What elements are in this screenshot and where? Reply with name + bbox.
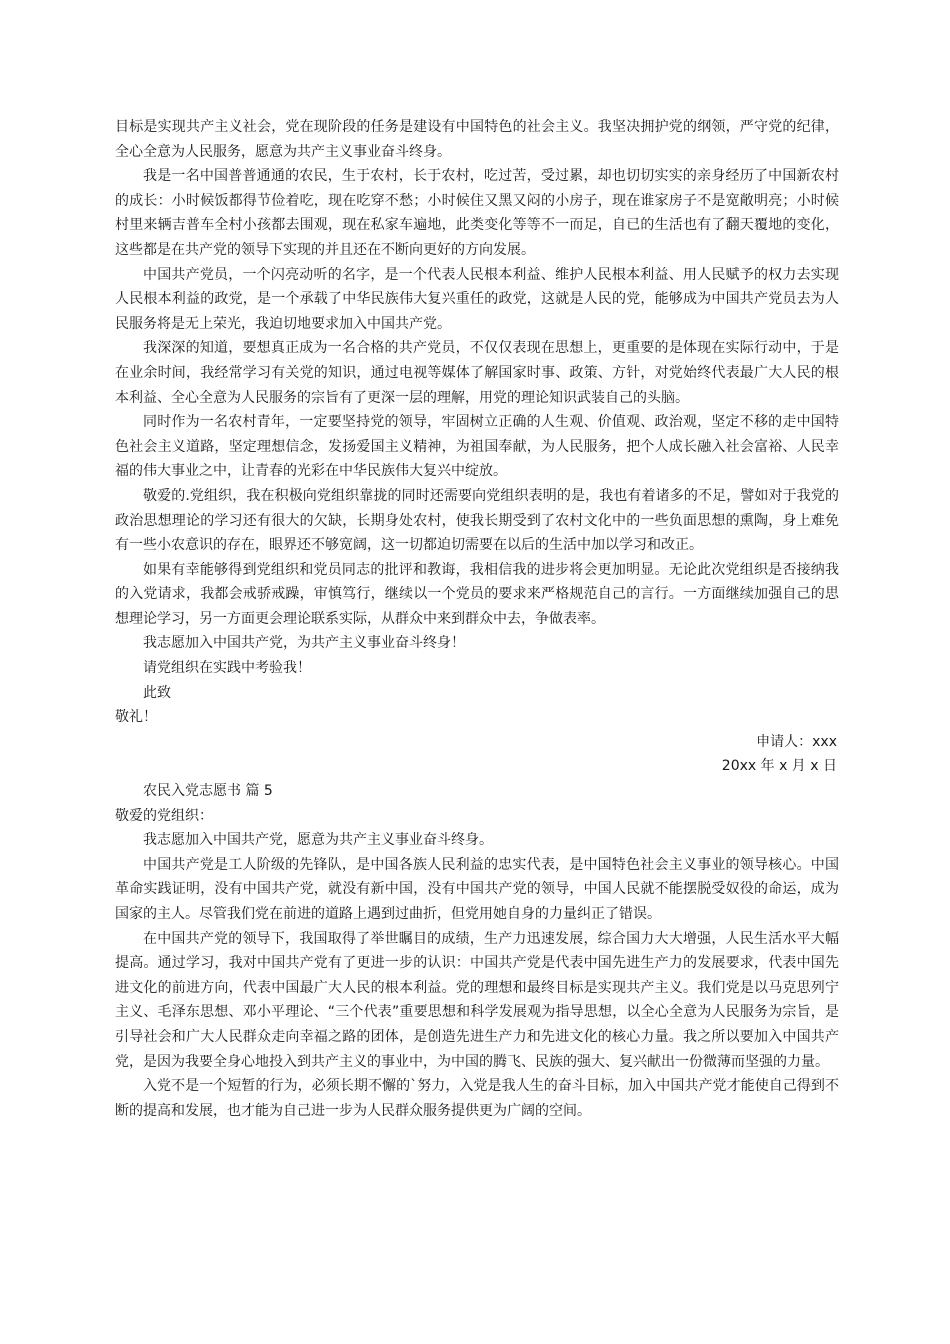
body-paragraph: 目标是实现共产主义社会，党在现阶段的任务是建设有中国特色的社会主义。我坚决拥护党的纲领，严守党的纪律，全心全意为人民服务，愿意为共产主义事业奋斗终身。: [115, 119, 839, 160]
body-paragraph: 敬爱的.党组织，我在积极向党组织靠拢的同时还需要向党组织表明的是，我也有着诸多的不足，譬如对于我党的政治思想理论的学习还有很大的欠缺，长期身处农村，使我长期受到了农村文化中的一些负面思想的熏陶，身上难免有一些小农意识的存在，眼界还不够宽阔，这一切都迫切需要在以后的生活中加以学习和改正。: [115, 487, 839, 554]
body-paragraph: 如果有幸能够得到党组织和党员同志的批评和教诲，我相信我的进步将会更加明显。无论此次党组织是否接纳我的入党请求，我都会戒骄戒躁，审慎笃行，继续以一个党员的要求来严格规范自己的言行。一方面继续加强自己的思想理论学习，另一方面更会理论联系实际，从群众中来到群众中去，争做表率。: [115, 561, 839, 627]
document-body: [115, 115, 839, 1123]
pledge-line: 我志愿加入中国共产党，为共产主义事业奋斗终身！: [143, 635, 465, 652]
body-paragraph: 在中国共产党的领导下，我国取得了举世瞩目的成绩，生产力迅速发展，综合国力大大增强，人民生活水平大幅提高。通过学习，我对中国共产党有了更进一步的认识：中国共产党是代表中国先进生产力的发展要求，代表中国先进文化的前进方向，代表中国最广大人民的根本利益。党的理想和最终目标是实现共产主义。我们党是以马克思列宁主义、毛泽东思想、邓小平理论、“三个代表”重要思想和科学发展观为指导思想，以全心全意为人民服务为宗旨，是引导社会和广大人民群众走向幸福之路的团体，是创造先进生产力和先进文化的核心力量。我之所以要加入中国共产党，是因为我要全身心地投入到共产主义的事业中，为中国的腾飞、民族的强大、复兴献出一份微薄而坚强的力量。: [115, 930, 839, 1070]
body-paragraph: 中国共产党员，一个闪亮动听的名字，是一个代表人民根本利益、维护人民根本利益、用人民赋予的权力去实现人民根本利益的政党，是一个承载了中华民族伟大复兴重任的政党，这就是人民的党，能够成为中国共产党员去为人民服务将是无上荣光，我迫切地要求加入中国共产党。: [115, 266, 839, 332]
section-title: 农民入党志愿书 篇 5: [143, 783, 273, 800]
salute-line: 敬礼！: [115, 709, 157, 726]
body-paragraph: 我深深的知道，要想真正成为一名合格的共产党员，不仅仅表现在思想上，更重要的是体现在实际行动中，于是在业余时间，我经常学习有关党的知识，通过电视等媒体了解国家时事、政策、方针，对党始终代表最广大人民的根本利益、全心全意为人民服务的宗旨有了更深一层的理解，用党的理论知识武装自己的头脑。: [115, 340, 839, 406]
body-paragraph: 同时作为一名农村青年，一定要坚持党的领导，牢固树立正确的人生观、价值观、政治观，坚定不移的走中国特色社会主义道路，坚定理想信念，发扬爱国主义精神，为祖国奉献，为人民服务，把个人成长融入社会富裕、人民幸福的伟大事业之中，让青春的光彩在中华民族伟大复兴中绽放。: [115, 414, 839, 480]
closing-line: 此致: [143, 684, 171, 701]
body-paragraph: 入党不是一个短暂的行为，必须长期不懈的`努力，入党是我人生的奋斗目标，加入中国共产党才能使自己得到不断的提高和发展，也才能为自己进一步为人民群众服务提供更为广阔的空间。: [115, 1078, 839, 1119]
greeting-line: 敬爱的党组织：: [115, 807, 213, 824]
applicant-signature: 申请人：xxx: [756, 733, 837, 750]
request-line: 请党组织在实践中考验我！: [143, 660, 311, 677]
body-paragraph: 中国共产党是工人阶级的先锋队，是中国各族人民利益的忠实代表，是中国特色社会主义事业的领导核心。中国革命实践证明，没有中国共产党，就没有新中国，没有中国共产党的领导，中国人民就不能摆脱受奴役的命运，成为国家的主人。尽管我们党在前进的道路上遇到过曲折，但党用她自身的力量纠正了错误。: [115, 856, 839, 922]
body-paragraph: 我志愿加入中国共产党，愿意为共产主义事业奋斗终身。: [143, 832, 493, 849]
date-line: 20xx 年 x 月 x 日: [721, 758, 837, 775]
body-paragraph: 我是一名中国普普通通的农民，生于农村，长于农村，吃过苦，受过累，却也切切实实的亲身经历了中国新农村的成长：小时候饭都得节俭着吃，现在吃穿不愁；小时候住又黑又闷的小房子，现在谁家房子不是宽敞明亮；小时候村里来辆吉普车全村小孩都去围观，现在私家车遍地，此类变化等等不一而足，自已的生活也有了翻天覆地的变化，这些都是在共产党的领导下实现的并且还在不断向更好的方向发展。: [115, 168, 839, 258]
